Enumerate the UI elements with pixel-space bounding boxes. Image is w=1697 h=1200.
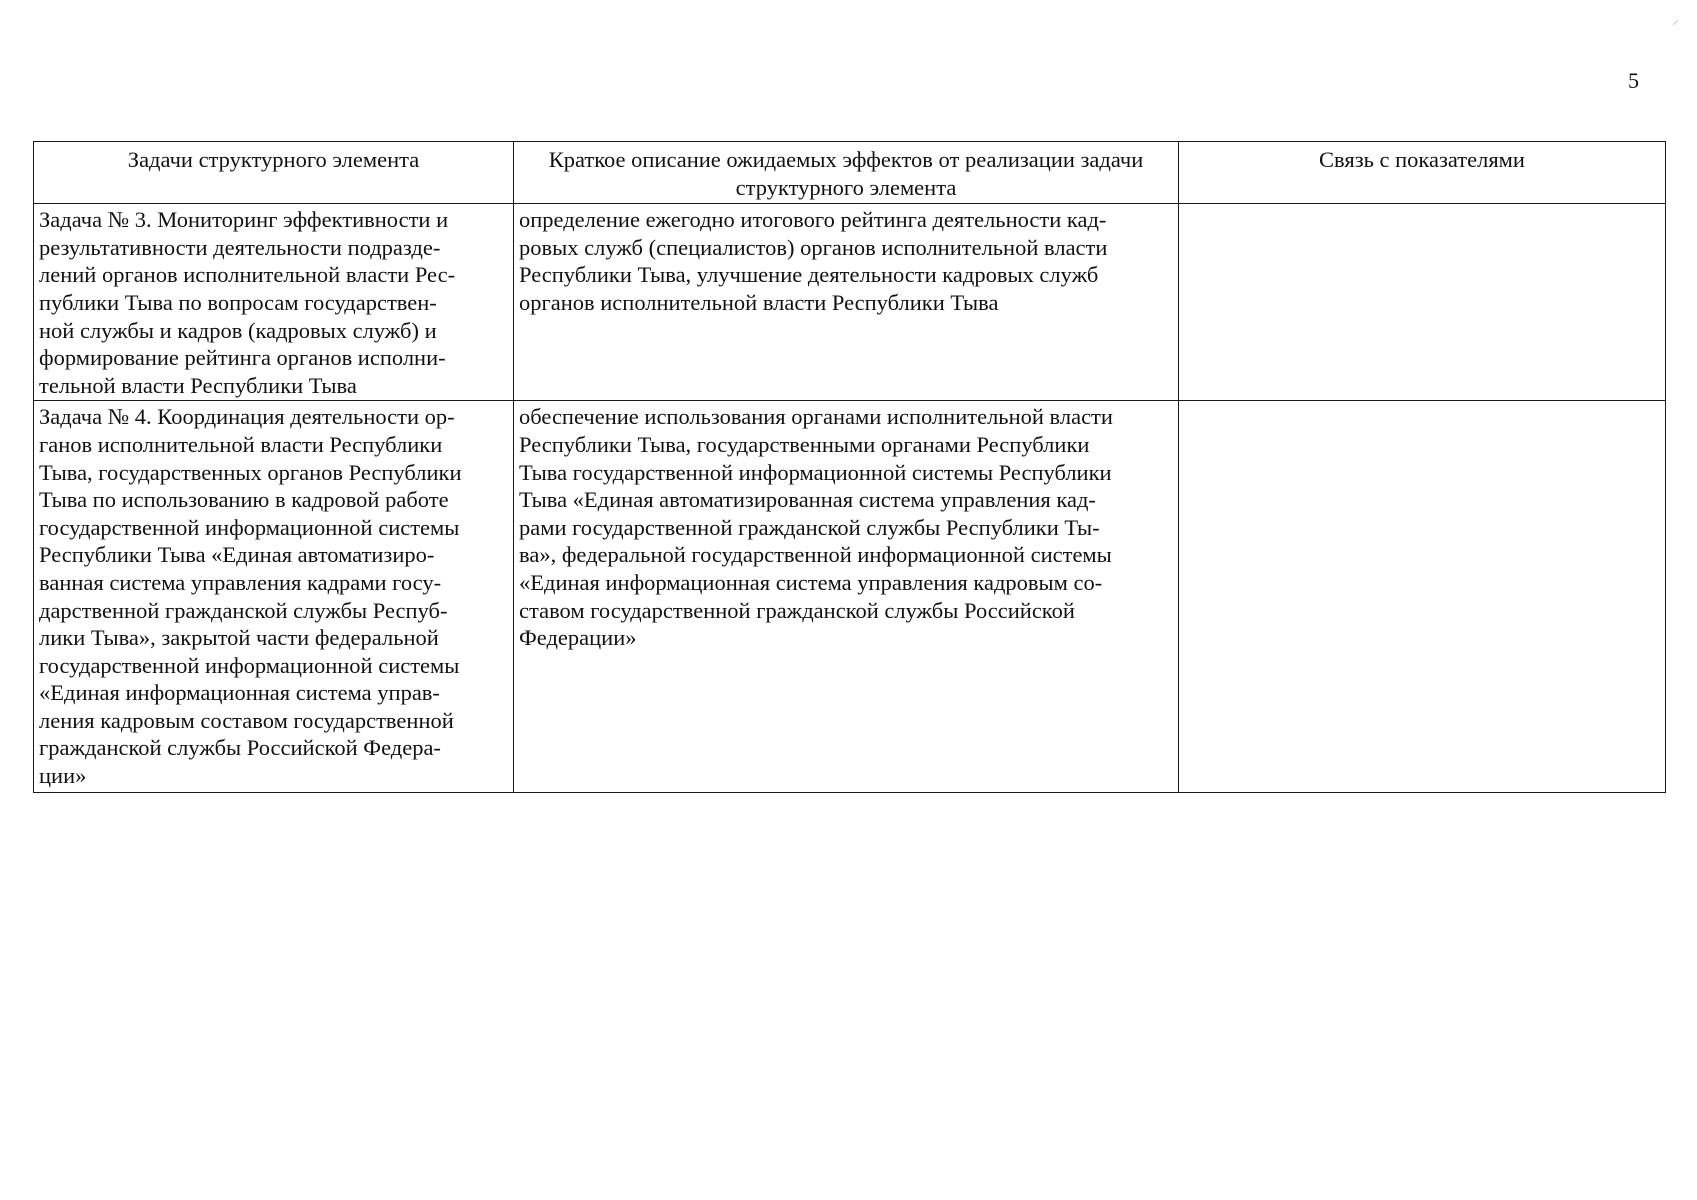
page-number: 5 <box>1628 68 1639 93</box>
scan-artifact-mark: ⸝ <box>1672 13 1679 28</box>
task-text: Задача № 3. Мониторинг эффективности и результативности деятельности подразде- лений органов исполнительной власти Рес- публики Тыва по вопросам государствен- ной службы и кадров (кадровых служб) и формирование рейтинга органов исполни- тельной власти Республики Тыва <box>39 207 456 398</box>
table-row-task-3 <box>34 204 1666 401</box>
task-cell <box>34 204 514 401</box>
effect-cell <box>514 204 1179 401</box>
header-indicators: Связь с показателями <box>1179 142 1666 204</box>
task-text: Задача № 4. Координация деятельности ор- ганов исполнительной власти Республики Тыва, государственных органов Республики Тыва по использованию в кадровой работе государственной информационной системы Республики Тыва «Единая автоматизиро- ванная система управления кадрами госу- дарственной гражданской службы Респуб- лики Тыва», закрытой части федеральной государственной информационной системы «Единая информационная система управ- ления кадровым составом государственной гражданской службы Российской Федера- ции» <box>39 404 462 789</box>
effect-text: обеспечение использования органами исполнительной власти Республики Тыва, государственными органами Республики Тыва государственной информационной системы Республики Тыва «Единая автоматизированная система управления кад- рами государственной гражданской службы Республики Ты- ва», федеральной государственной информационной системы «Единая информационная система управления кадровым со- ставом государственной гражданской службы Российской Федерации» <box>519 404 1113 651</box>
indicators-cell <box>1179 401 1666 793</box>
indicators-cell <box>1179 204 1666 401</box>
effect-text: определение ежегодно итогового рейтинга деятельности кад- ровых служб (специалистов) органов исполнительной власти Республики Тыва, улучшение деятельности кадровых служб органов исполнительной власти Республики Тыва <box>519 207 1108 315</box>
task-cell <box>34 401 514 793</box>
header-tasks: Задачи структурного элемента <box>34 142 514 204</box>
header-effects: Краткое описание ожидаемых эффектов от реализации задачи структурного элемента <box>514 142 1179 204</box>
effect-cell <box>514 401 1179 793</box>
tasks-table <box>33 141 1666 793</box>
table-row-task-4 <box>34 401 1666 793</box>
table-header-row <box>34 142 1666 204</box>
